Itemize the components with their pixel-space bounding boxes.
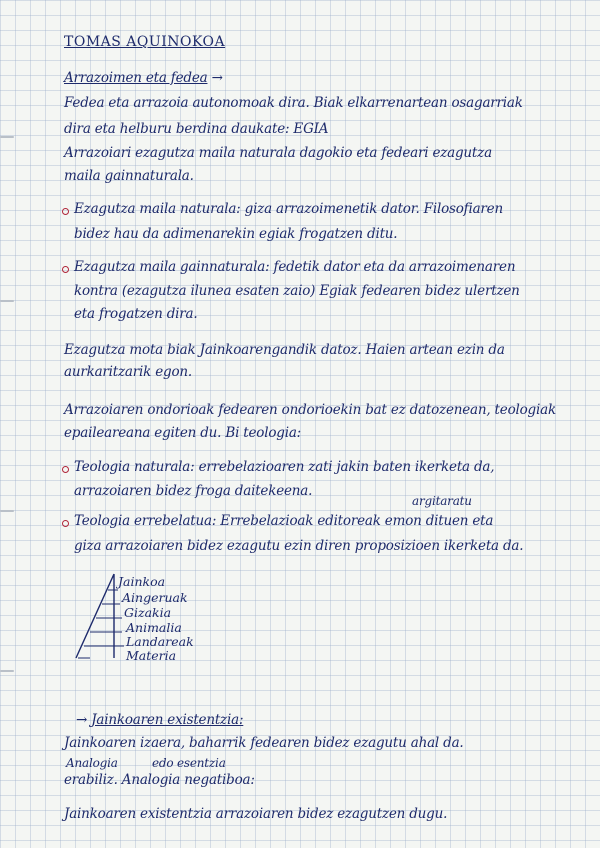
- bullet-line: Ezagutza maila naturala: giza arrazoimenetik dator. Filosofiaren: [74, 201, 503, 217]
- bullet-line: bidez hau da adimenarekin egiak frogatzen ditu.: [74, 226, 398, 242]
- bullet-line: eta frogatzen dira.: [74, 306, 198, 322]
- binder-hole-mark: [0, 136, 14, 138]
- margin-annotation: argitaratu: [412, 494, 472, 508]
- bullet-icon: [62, 208, 69, 215]
- section2-heading-row: [76, 712, 243, 728]
- pyramid-level: Aingeruak: [122, 590, 188, 605]
- paragraph-line: Arrazoiaren ondorioak fedearen ondorioekin bat ez datozenean, teologiak: [64, 402, 556, 418]
- pyramid-level: Landareak: [126, 634, 194, 649]
- bullet-icon: [62, 520, 69, 527]
- paragraph-line: aurkaritzarik egon.: [64, 364, 192, 380]
- section2-line: Jainkoaren existentzia arrazoiaren bidez ezagutzen dugu.: [64, 806, 448, 822]
- section2-heading: Jainkoaren existentzia:: [91, 712, 244, 728]
- bullet-line: Teologia errebelatua: Errebelazioak editoreak emon dituen eta: [74, 513, 494, 529]
- bullet-line: arrazoiaren bidez froga daitekeena.: [74, 483, 313, 499]
- section1-line: Fedea eta arrazoia autonomoak dira. Biak elkarrenartean osagarriak: [64, 95, 523, 111]
- section2-line: erabiliz. Analogia negatiboa:: [64, 772, 255, 788]
- page-title: TOMAS AQUINOKOA: [64, 34, 226, 50]
- binder-hole-mark: [0, 670, 14, 672]
- paragraph-line: epaileareana egiten du. Bi teologia:: [64, 425, 302, 441]
- binder-hole-mark: [0, 510, 14, 512]
- bullet-line: Ezagutza maila gainnaturala: fedetik dator eta da arrazoimenaren: [74, 259, 516, 275]
- section1-heading: Arrazoimen eta fedea: [64, 70, 208, 86]
- pyramid-level: Materia: [126, 648, 177, 663]
- bullet-icon: [62, 466, 69, 473]
- bullet-line: giza arrazoiaren bidez ezagutu ezin diren proposizioen ikerketa da.: [74, 538, 524, 554]
- bullet-line: Teologia naturala: errebelazioaren zati jakin baten ikerketa da,: [74, 459, 495, 475]
- paragraph-line: Ezagutza mota biak Jainkoarengandik datoz. Haien artean ezin da: [64, 342, 505, 358]
- binder-hole-mark: [0, 300, 14, 302]
- bullet-line: kontra (ezagutza ilunea esaten zaio) Egiak fedearen bidez ulertzen: [74, 283, 520, 299]
- pyramid-level: Animalia: [126, 620, 182, 635]
- section1-line: maila gainnaturala.: [64, 168, 194, 184]
- bullet-icon: [62, 266, 69, 273]
- arrow-icon: →: [211, 70, 223, 86]
- interlinear-word: edo esentzia: [152, 756, 226, 770]
- pyramid-level: Gizakia: [124, 605, 172, 620]
- arrow-icon: →: [76, 712, 88, 728]
- section1-line: Arrazoiari ezagutza maila naturala dagokio eta fedeari ezagutza: [64, 145, 492, 161]
- interlinear-word: Analogia: [66, 756, 118, 770]
- section2-line: Jainkoaren izaera, baharrik fedearen bidez ezagutu ahal da.: [64, 735, 464, 751]
- pyramid-level: Jainkoa: [118, 574, 166, 589]
- section1-line: dira eta helburu berdina daukate: EGIA: [64, 121, 329, 137]
- section1-heading-row: [64, 70, 223, 86]
